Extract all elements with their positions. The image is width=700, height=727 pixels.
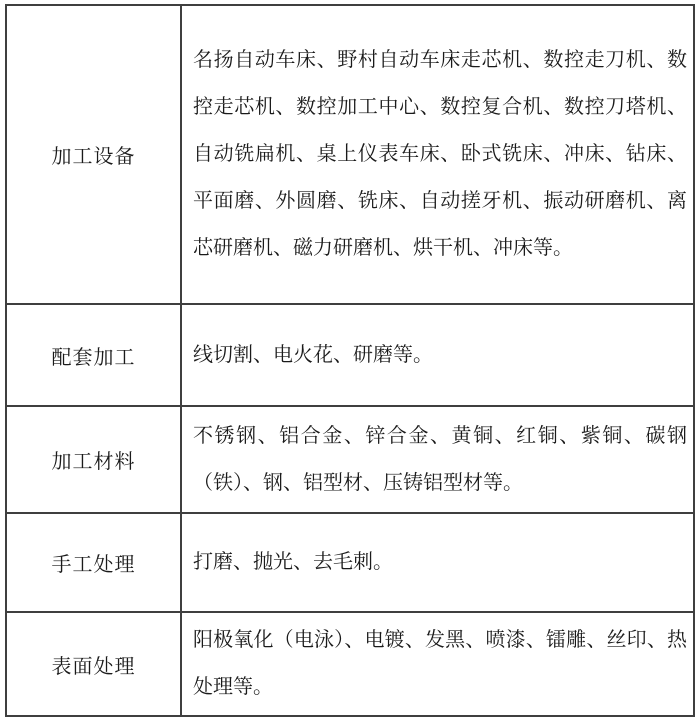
row-label-surface-treatment: 表面处理 — [6, 612, 181, 716]
row-label-processing-materials: 加工材料 — [6, 406, 181, 513]
table-row — [6, 406, 694, 513]
spec-table — [5, 4, 695, 717]
row-content-processing-equipment: 名扬自动车床、野村自动车床走芯机、数控走刀机、数控走芯机、数控加工中心、数控复合机、数控刀塔机、自动铣扁机、桌上仪表车床、卧式铣床、冲床、钻床、平面磨、外圆磨、铣床、自动搓牙机、振动研磨机、离芯研磨机、磁力研磨机、烘干机、冲床等。 — [181, 5, 694, 304]
table-row — [6, 612, 694, 716]
row-label-supporting-processing: 配套加工 — [6, 304, 181, 406]
table-row — [6, 5, 694, 304]
row-content-manual-processing: 打磨、抛光、去毛刺。 — [181, 513, 694, 612]
row-content-supporting-processing: 线切割、电火花、研磨等。 — [181, 304, 694, 406]
row-content-processing-materials: 不锈钢、铝合金、锌合金、黄铜、红铜、紫铜、碳钢（铁）、钢、铝型材、压铸铝型材等。 — [181, 406, 694, 513]
row-label-processing-equipment: 加工设备 — [6, 5, 181, 304]
table-row — [6, 304, 694, 406]
row-content-surface-treatment: 阳极氧化（电泳）、电镀、发黑、喷漆、镭雕、丝印、热处理等。 — [181, 612, 694, 716]
table-row — [6, 513, 694, 612]
row-label-manual-processing: 手工处理 — [6, 513, 181, 612]
